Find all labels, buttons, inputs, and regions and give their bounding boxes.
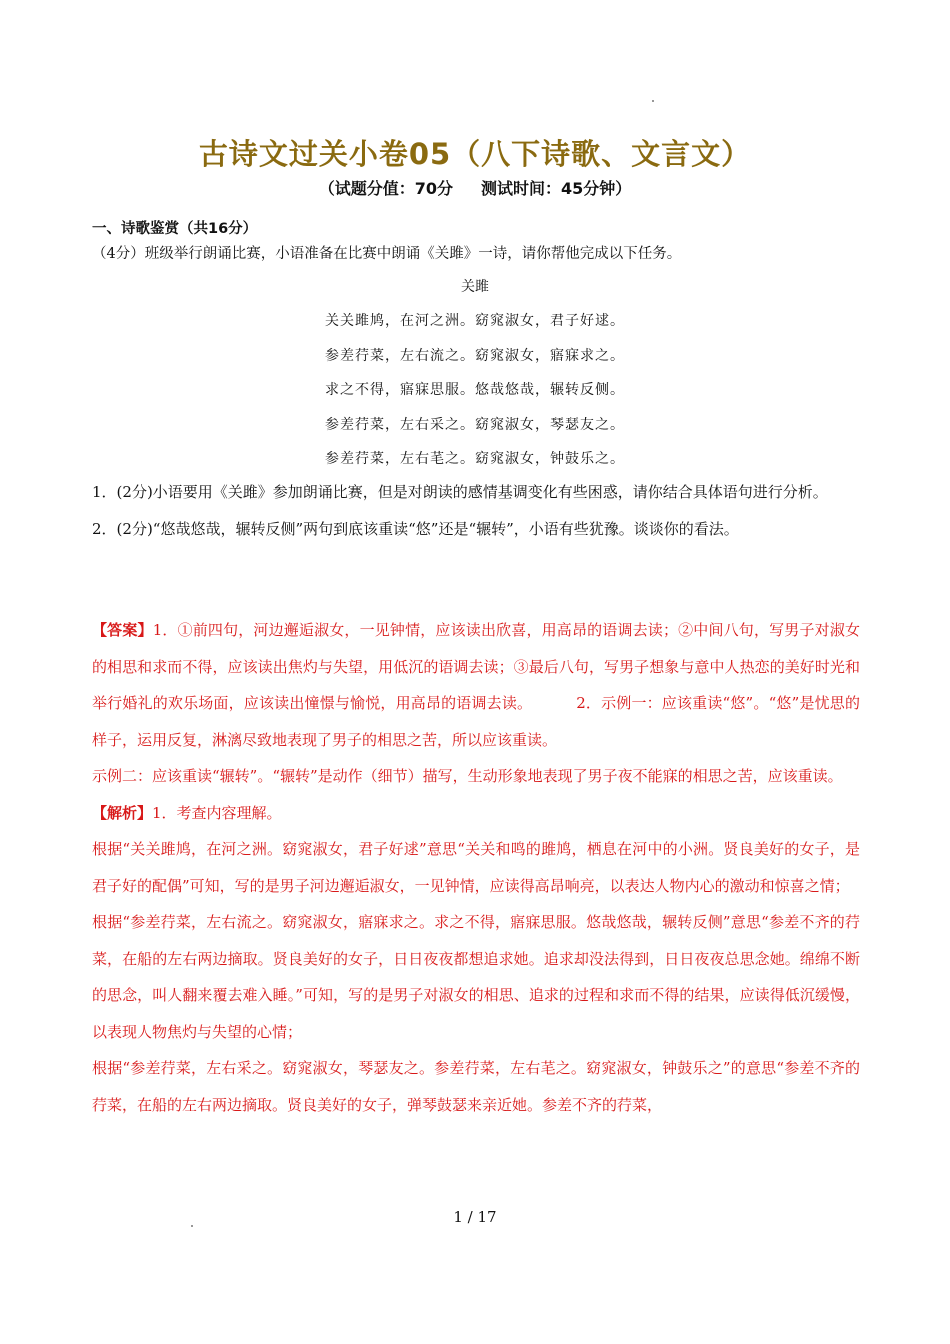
analysis-lead-block xyxy=(92,795,860,832)
analysis-lead: 1．考查内容理解。 xyxy=(152,803,282,822)
question-2: 2．(2分)“悠哉悠哉，辗转反侧”两句到底该重读“悠”还是“辗转”，小语有些犹豫。谈谈你的看法。 xyxy=(92,519,739,538)
page-subtitle xyxy=(0,176,950,199)
poem-line: 参差荇菜，左右芼之。窈窕淑女，钟鼓乐之。 xyxy=(325,451,625,467)
page-number: 1 / 17 xyxy=(453,1208,497,1226)
answer-part-2: 2．示例一：应该重读“悠”。“悠”是忧思的样子，运用反复，淋漓尽致地表现了男子的相思之苦，所以应该重读。 xyxy=(92,694,860,749)
poem-line: 关关雎鸠，在河之洲。窈窕淑女，君子好逑。 xyxy=(325,313,625,329)
score-label: （试题分值：70分 xyxy=(318,179,453,198)
poem-line: 参差荇菜，左右采之。窈窕淑女，琴瑟友之。 xyxy=(325,416,625,433)
analysis-paragraph-3: 根据“参差荇菜，左右采之。窈窕淑女，琴瑟友之。参差荇菜，左右芼之。窈窕淑女，钟鼓乐之”的意思“参差不齐的荇菜，在船的左右两边摘取。贤良美好的女子，弹琴鼓瑟来亲近她。参差不齐的荇菜， xyxy=(92,1059,860,1114)
scan-dot xyxy=(652,100,654,102)
questions xyxy=(92,474,860,547)
analysis-paragraph-2: 根据“参差荇菜，左右流之。窈窕淑女，寤寐求之。求之不得，寤寐思服。悠哉悠哉，辗转反侧”意思“参差不齐的荇菜，在船的左右两边摘取。贤良美好的女子，日日夜夜都想追求她。追求却没法得到，日日夜夜总思念她。绵绵不断的思念，叫人翻来覆去难入睡。”可知，写的是男子对淑女的相思、追求的过程和求而不得的结果，应读得低沉缓慢，以表现人物焦灼与失望的心情； xyxy=(92,913,860,1041)
poem-line: 求之不得，寤寐思服。悠哉悠哉，辗转反侧。 xyxy=(325,382,625,398)
analysis-paragraph-1: 根据“关关雎鸠，在河之洲。窈窕淑女，君子好逑”意思“关关和鸣的雎鸠，栖息在河中的小洲。贤良美好的女子，是君子好的配偶”可知，写的是男子河边邂逅淑女，一见钟情，应读得高昂响亮，以表达人物内心的激动和惊喜之情； xyxy=(92,840,860,895)
answer-part-3: 示例二：应该重读“辗转”。“辗转”是动作（细节）描写，生动形象地表现了男子夜不能寐的相思之苦，应该重读。 xyxy=(92,767,843,785)
section-intro: （4分）班级举行朗诵比赛，小语准备在比赛中朗诵《关雎》一诗，请你帮他完成以下任务。 xyxy=(92,246,682,262)
time-label: 测试时间：45分钟） xyxy=(481,179,632,198)
poem-line: 参差荇菜，左右流之。窈窕淑女，寤寐求之。 xyxy=(325,347,625,364)
answer-tag: 【答案】 xyxy=(92,621,153,639)
page-title: 古诗文过关小卷05（八下诗歌、文言文） xyxy=(198,137,752,171)
section-heading: 一、诗歌鉴赏（共16分） xyxy=(92,221,258,237)
answer-block xyxy=(92,612,860,758)
question-1: 1．(2分)小语要用《关雎》参加朗诵比赛，但是对朗读的感情基调变化有些困惑，请你结合具体语句进行分析。 xyxy=(92,483,828,501)
answer-analysis xyxy=(92,612,860,1123)
analysis-tag: 【解析】 xyxy=(92,803,153,822)
poem-title: 关雎 xyxy=(461,279,489,295)
answer-part-1: 1．①前四句，河边邂逅淑女，一见钟情，应该读出欣喜，用高昂的语调去读；②中间八句，写男子对淑女的相思和求而不得，应该读出焦灼与失望，用低沉的语调去读；③最后八句，写男子想象与意中人热恋的美好时光和举行婚礼的欢乐场面，应该读出憧憬与愉悦，用高昂的语调去读。 xyxy=(92,621,860,712)
poem-body xyxy=(0,309,950,482)
